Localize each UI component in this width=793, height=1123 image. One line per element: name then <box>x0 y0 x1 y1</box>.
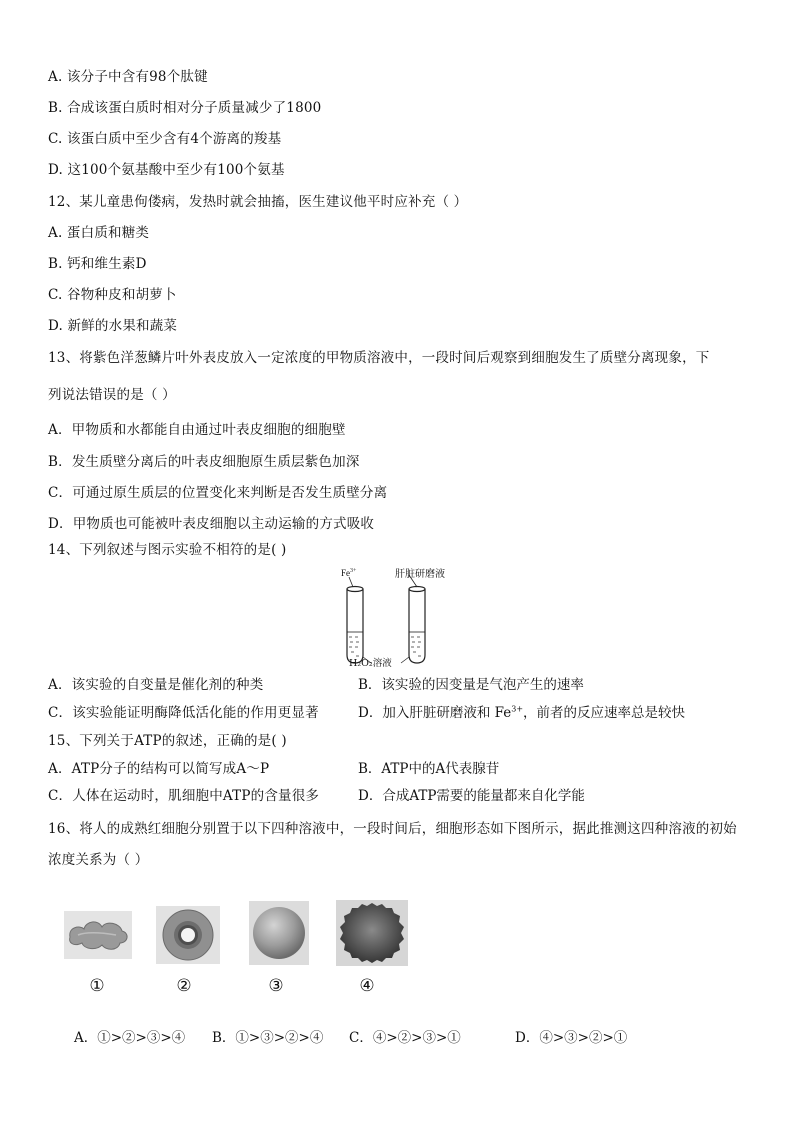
q13-option-a: A．甲物质和水都能自由通过叶表皮细胞的细胞壁 <box>48 422 346 438</box>
right-test-tube <box>409 587 425 664</box>
q16-option-d: D．④>③>②>① <box>515 1030 628 1046</box>
q13-option-b: B．发生质壁分离后的叶表皮细胞原生质层紫色加深 <box>48 454 360 470</box>
fe-pointer <box>349 577 353 587</box>
q11-option-a: A. 该分子中含有98个肽键 <box>48 69 208 85</box>
q14-option-b: B．该实验的因变量是气泡产生的速率 <box>358 677 584 693</box>
left-test-tube <box>347 587 363 664</box>
test-tube-figure <box>335 565 445 670</box>
cell-image-2 <box>156 906 220 964</box>
liver-label: 肝脏研磨液 <box>395 569 445 580</box>
q12-option-c: C. 谷物种皮和胡萝卜 <box>48 287 177 303</box>
q15-stem: 15、下列关于ATP的叙述，正确的是( ) <box>48 733 287 749</box>
q13-option-c: C．可通过原生质层的位置变化来判断是否发生质壁分离 <box>48 485 388 501</box>
cell-label-1: ① <box>89 976 105 996</box>
q16-option-c: C．④>②>③>① <box>349 1030 461 1046</box>
q16-option-b: B．①>③>②>④ <box>212 1030 324 1046</box>
q12-option-a: A. 蛋白质和糖类 <box>48 225 150 241</box>
cell-image-4 <box>336 900 408 966</box>
q14-stem: 14、下列叙述与图示实验不相符的是( ) <box>48 542 287 558</box>
q14-option-c: C．该实验能证明酶降低活化能的作用更显著 <box>48 705 319 721</box>
q11-option-d: D. 这100个氨基酸中至少有100个氨基 <box>48 162 285 178</box>
q16-option-a: A．①>②>③>④ <box>74 1030 186 1046</box>
q14-option-d <box>358 701 685 721</box>
q15-option-d: D．合成ATP需要的能量都来自化学能 <box>358 788 585 804</box>
fe-label-sup: 3+ <box>350 568 357 574</box>
q14-option-d-sup: 3+ <box>511 704 524 714</box>
fe-label: Fe <box>341 568 350 578</box>
h2o2-label: H₂O₂溶液 <box>349 658 392 669</box>
q13-stem-line2: 列说法错误的是（ ） <box>48 387 176 403</box>
q14-option-d-pre: D．加入肝脏研磨液和 Fe <box>358 705 512 721</box>
q12-stem: 12、某儿童患佝偻病，发热时就会抽搐，医生建议他平时应补充（ ） <box>48 194 468 210</box>
cell-image-1 <box>64 911 132 959</box>
h2o2-pointer-right <box>401 657 409 663</box>
q15-option-c: C．人体在运动时，肌细胞中ATP的含量很多 <box>48 788 320 804</box>
q14-option-d-post: ，前者的反应速率总是较快 <box>523 705 686 721</box>
cell-label-2: ② <box>176 976 192 996</box>
q16-stem-line1: 16、将人的成熟红细胞分别置于以下四种溶液中，一段时间后，细胞形态如下图所示，据此推测这四种溶液的初始 <box>48 821 737 837</box>
q14-option-a: A．该实验的自变量是催化剂的种类 <box>48 677 264 693</box>
q15-option-b: B．ATP中的A代表腺苷 <box>358 761 500 777</box>
q13-stem-line1: 13、将紫色洋葱鳞片叶外表皮放入一定浓度的甲物质溶液中，一段时间后观察到细胞发生了质壁分离现象，下 <box>48 350 710 366</box>
cell-image-3 <box>249 901 309 965</box>
cell-label-3: ③ <box>268 976 284 996</box>
q11-option-b: B. 合成该蛋白质时相对分子质量减少了1800 <box>48 100 322 116</box>
q12-option-b: B. 钙和维生素D <box>48 256 147 272</box>
q13-option-d: D．甲物质也可能被叶表皮细胞以主动运输的方式吸收 <box>48 516 375 532</box>
q15-option-a: A．ATP分子的结构可以简写成A～P <box>48 761 270 777</box>
cell-label-4: ④ <box>359 976 375 996</box>
q12-option-d: D. 新鲜的水果和蔬菜 <box>48 318 178 334</box>
q11-option-c: C. 该蛋白质中至少含有4个游离的羧基 <box>48 131 282 147</box>
q16-stem-line2: 浓度关系为（ ） <box>48 852 149 868</box>
